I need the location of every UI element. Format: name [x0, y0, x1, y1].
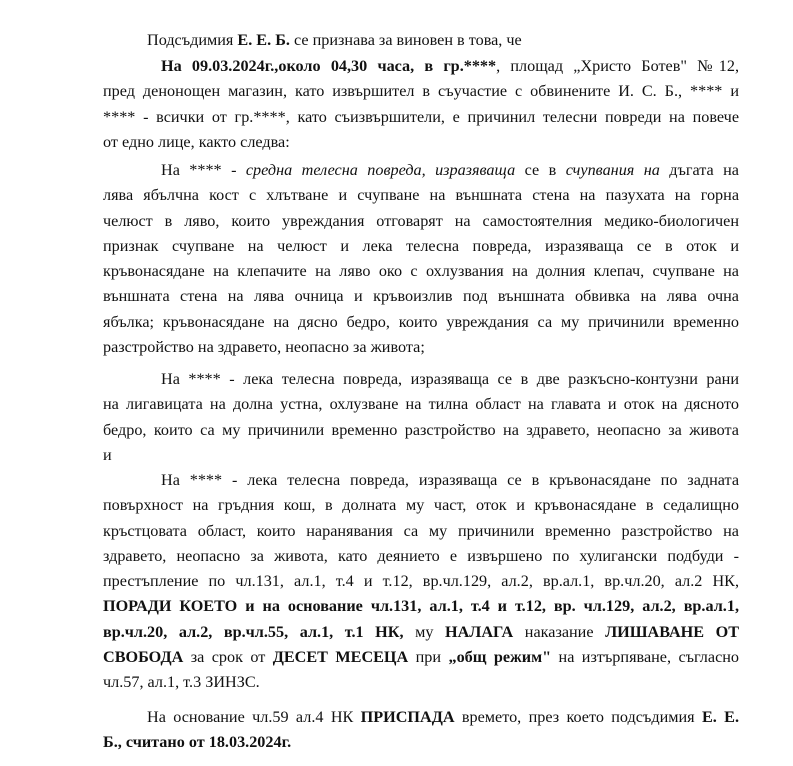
- victim-3-line-3: кръстцовата област, които наранявания са му причинили временно разстройство на: [103, 521, 739, 540]
- credit-line-1: [103, 705, 739, 730]
- credit-text-mid: времето, през което подсъдимия: [454, 708, 702, 726]
- regime-text-end: на изтърпяване, съгласно: [551, 648, 740, 667]
- victim-2-line-1: На **** - лека телесна повреда, изразяваща се в две разкъсно-контузни рани: [161, 370, 739, 388]
- incident-line-1: [103, 54, 739, 79]
- regime-text: при: [408, 648, 449, 667]
- injury-type: счупвания на: [565, 161, 660, 179]
- defendant-initials: Е. Е. Б.: [237, 31, 290, 49]
- sentence-duration: ДЕСЕТ МЕСЕЦА: [272, 648, 409, 667]
- victim-3-line-1: На **** - лека телесна повреда, изразяваща се в кръвонасядане по задната: [161, 471, 739, 489]
- victim-1-line-2: лява ябълчна кост с хлътване и счупване на външната стена на пазухата на горна: [103, 186, 739, 205]
- intro-text: Подсъдимия: [147, 31, 238, 49]
- victim-2-paragraph: [103, 367, 739, 468]
- sentence-text: му: [415, 622, 445, 641]
- verdict-articles: вр.чл.20, ал.2, вр.чл.55, ал.1, т.1 НК,: [103, 622, 404, 641]
- sentence-line-1: [103, 620, 739, 645]
- credits-label: ПРИСПАДА: [360, 708, 455, 726]
- sentence-line-3: чл.57, ал.1, т.3 ЗИНЗС.: [103, 673, 260, 692]
- victim-3-line-4: здравето, неопасно за живота, като деянието е извършено по хулигански подбуди -: [103, 546, 739, 565]
- victim-1-line-4: признак счупване на челюст и лека телесна повреда, изразяваща се в оток и: [103, 236, 739, 255]
- imposes-label: НАЛАГА: [444, 622, 514, 641]
- victim-2-line-4: и: [103, 445, 112, 464]
- victim-1-line-7: ябълка; кръвонасядане на дясно бедро, които увреждания са му причинили временно: [103, 312, 739, 331]
- incident-line-2: пред денонощен магазин, като извършител в съучастие с обвинените И. С. Б., **** и: [103, 82, 739, 101]
- penalty-type-end: СВОБОДА: [103, 648, 184, 667]
- defendant-initials-2: Е. Е.: [701, 708, 739, 726]
- victim-1-line-8: разстройство на здравето, неопасно за живота;: [103, 338, 425, 357]
- incident-date-place: На 09.03.2024г.,около 04,30 часа, в гр.****: [161, 57, 497, 75]
- injury-severity: - средна телесна повреда, изразяваща: [231, 161, 516, 179]
- credit-line-2: Б., считано от 18.03.2024г.: [103, 733, 292, 752]
- victim-1-paragraph: [103, 158, 739, 360]
- crime-statute-line: престъпление по чл.131, ал.1, т.4 и т.12, вр.чл.129, ал.2, вр.ал.1, вр.чл.20, ал.2 НК,: [103, 572, 739, 591]
- credit-paragraph: [103, 705, 739, 756]
- victim-1-name: На ****: [161, 161, 232, 179]
- victim-1-line-1: [103, 158, 739, 183]
- victim-3-line-2: повърхност на гръдния кош, в долната му част, оток и кръвонасядане в седалищно: [103, 496, 739, 515]
- victim-3-paragraph: [103, 468, 739, 696]
- prison-regime: „общ режим": [448, 648, 552, 667]
- verdict-basis-line: ПОРАДИ КОЕТО и на основание чл.131, ал.1, т.4 и т.12, вр. чл.129, ал.2, вр.ал.1,: [103, 597, 739, 616]
- incident-line-4: от едно лице, както следва:: [103, 132, 290, 151]
- penalty-text: наказание: [513, 622, 606, 641]
- incident-address: , площад „Христо Ботев" №12,: [496, 57, 739, 75]
- sentence-line-2: [103, 645, 739, 670]
- victim-1-text: се в: [515, 161, 557, 179]
- incident-line-3: **** - всички от гр.****, като съизвършители, е причинил телесни повреди на повече: [103, 107, 739, 126]
- credit-text: На основание чл.59 ал.4 НК: [147, 708, 361, 726]
- victim-1-line-3: челюст в ляво, които увреждания отговарят на самостоятелния медико-биологичен: [103, 211, 739, 230]
- victim-1-line-5: кръвонасядане на клепачите на ляво око с охлузвания на долния клепач, счупване на: [103, 262, 739, 281]
- intro-line: [103, 28, 739, 53]
- victim-2-line-2: на лигавицата на долна устна, охлузване на тилна област на главата и оток на дясното: [103, 395, 739, 414]
- intro-text-end: се признава за виновен в това, че: [289, 31, 522, 49]
- victim-1-line-6: външната стена на лява очница и кръвоизлив под външната обвивка на лява очна: [103, 287, 739, 306]
- intro-paragraph: [103, 28, 739, 53]
- incident-paragraph: [103, 54, 739, 155]
- term-text: за срок от: [183, 648, 273, 667]
- victim-2-line-3: бедро, които са му причинили временно разстройство на здравето, неопасно за живота: [103, 420, 739, 439]
- penalty-type: ЛИШАВАНЕ ОТ: [605, 622, 739, 641]
- victim-1-text-end: дъгата на: [659, 161, 739, 179]
